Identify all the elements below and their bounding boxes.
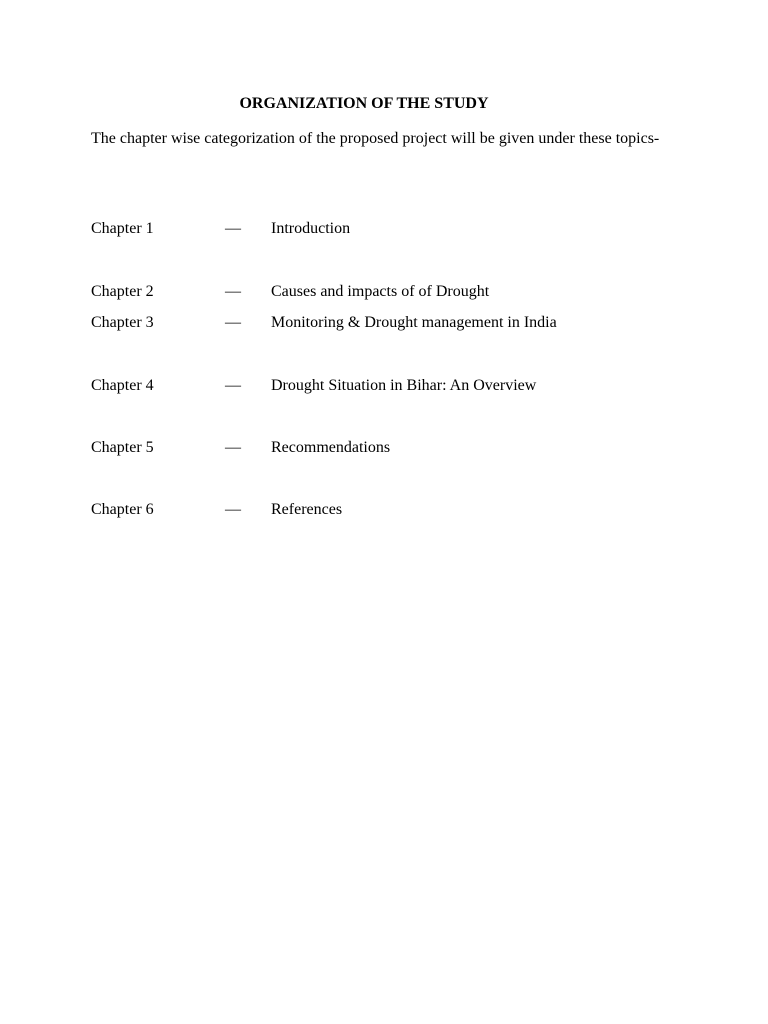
chapter-label: Chapter 2: [91, 283, 154, 300]
document-title: ORGANIZATION OF THE STUDY: [239, 95, 489, 112]
chapter-label: Chapter 3: [91, 314, 154, 331]
chapter-title: Introduction: [271, 220, 351, 237]
chapter-separator: —: [225, 377, 241, 394]
chapter-separator: —: [225, 439, 241, 456]
chapter-title: Causes and impacts of of Drought: [271, 283, 490, 300]
chapter-separator: —: [225, 283, 241, 300]
chapter-separator: —: [225, 314, 241, 331]
chapter-title: Drought Situation in Bihar: An Overview: [271, 377, 537, 394]
chapter-separator: —: [225, 220, 241, 237]
chapter-label: Chapter 6: [91, 501, 154, 518]
chapter-label: Chapter 4: [91, 377, 154, 394]
chapter-title: Monitoring & Drought management in India: [271, 314, 557, 331]
chapter-title: Recommendations: [271, 439, 391, 456]
chapter-title: References: [271, 501, 343, 518]
chapter-label: Chapter 5: [91, 439, 154, 456]
chapter-label: Chapter 1: [91, 220, 154, 237]
intro-paragraph: The chapter wise categorization of the proposed project will be given under these topics-: [91, 130, 660, 147]
chapter-separator: —: [225, 501, 241, 518]
